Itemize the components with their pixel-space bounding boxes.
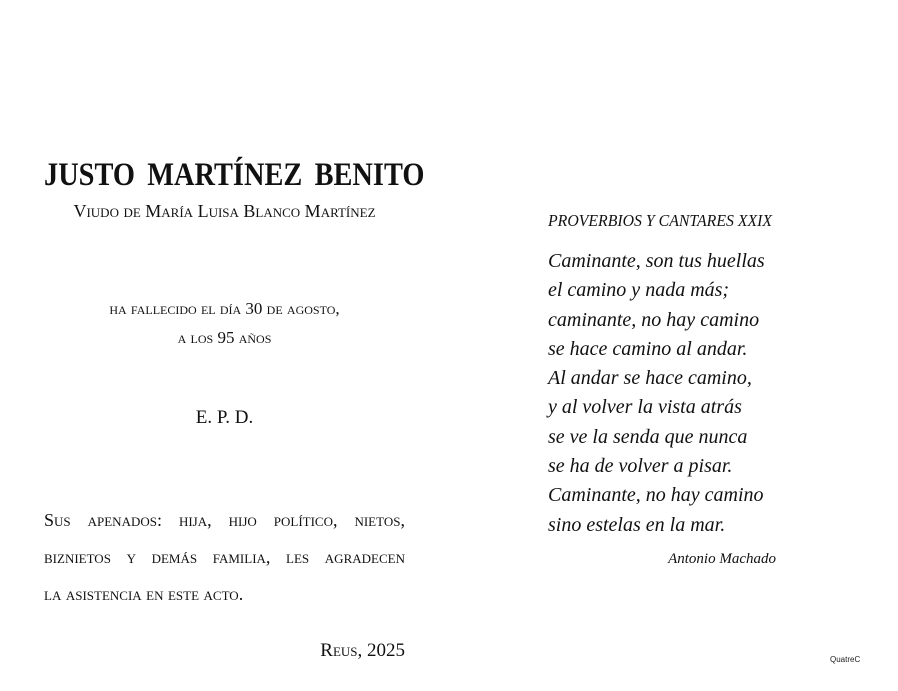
death-date-line: ha fallecido el día 30 de agosto, <box>109 299 340 318</box>
thanks-word: agradecen <box>324 547 405 567</box>
thanks-word: les <box>286 547 310 567</box>
poem-line: se hace camino al andar. <box>548 337 748 360</box>
deceased-name: JUSTO MARTÍNEZ BENITO <box>44 157 425 193</box>
poem-line: Caminante, son tus huellas <box>548 250 765 272</box>
thanks-line-3 <box>44 576 405 613</box>
place-date: Reus, 2025 <box>320 640 405 661</box>
poem-body <box>548 247 798 540</box>
thanks-paragraph <box>44 502 405 613</box>
poem-line: Al andar se hace camino, <box>548 367 752 390</box>
thanks-word: hijo <box>228 510 257 530</box>
poem-line: se ha de volver a pisar. <box>548 455 733 478</box>
epd-text: E. P. D. <box>195 407 254 428</box>
thanks-line-text: la asistencia en este acto. <box>44 584 244 604</box>
poem-line: y al volver la vista atrás <box>548 396 742 419</box>
thanks-word: demás <box>151 547 198 567</box>
notice-column <box>44 150 425 663</box>
death-announcement <box>44 294 405 352</box>
poem-title: PROVERBIOS Y CANTARES XXIX <box>548 211 773 230</box>
thanks-line-1 <box>44 502 405 539</box>
poem-line: sino estelas en la mar. <box>548 513 726 536</box>
thanks-line-2 <box>44 539 405 576</box>
poem-line: el camino y nada más; <box>548 279 730 302</box>
thanks-word: y <box>126 547 136 567</box>
brand-mark: QuatreC <box>830 655 861 664</box>
poem-line: se ve la senda que nunca <box>548 425 748 448</box>
thanks-word: político, <box>273 510 338 530</box>
thanks-word: Sus <box>44 510 71 530</box>
age-line: a los 95 años <box>177 328 272 347</box>
poem-author: Antonio Machado <box>668 550 776 567</box>
thanks-word: nietos, <box>354 510 405 530</box>
thanks-word: hija, <box>178 510 212 530</box>
poem-line: caminante, no hay camino <box>548 308 760 331</box>
poem-line: Caminante, no hay camino <box>548 484 764 507</box>
widower-line: Viudo de María Luisa Blanco Martínez <box>73 201 376 221</box>
thanks-word: biznietos <box>44 547 111 567</box>
thanks-word: familia, <box>212 547 271 567</box>
poem-column <box>548 209 798 569</box>
thanks-word: apenados: <box>87 510 162 530</box>
